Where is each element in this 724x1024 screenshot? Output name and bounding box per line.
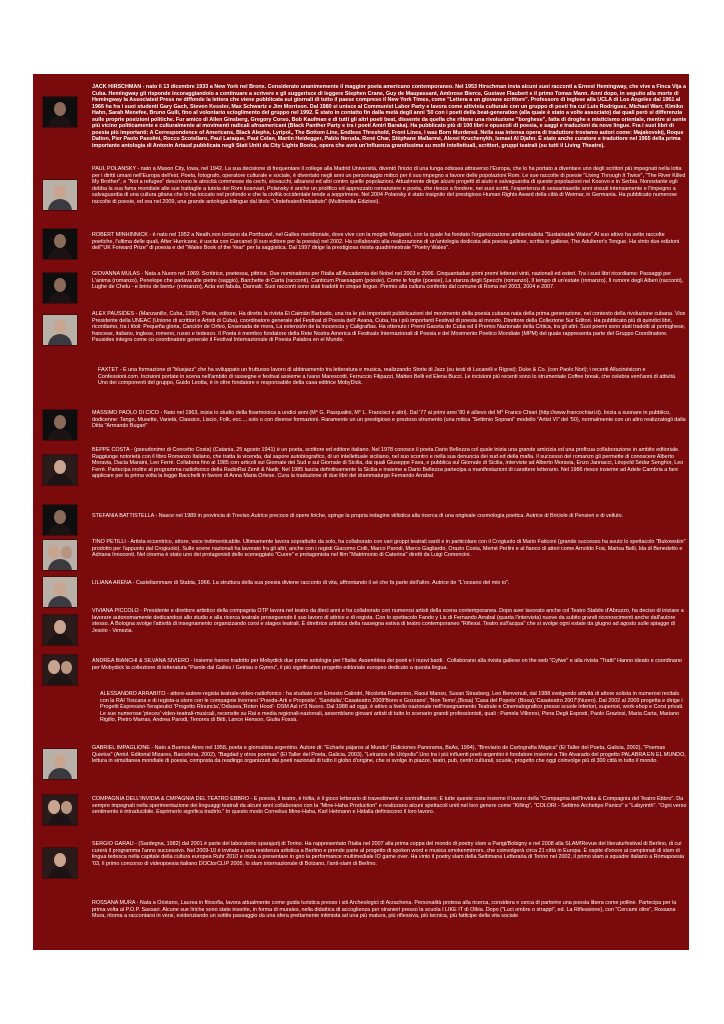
bio-text: PAUL POLANSKY - nato a Mason City, Iowa, nel 1942. La sua decisione di frequentare il college alla Madrid Università, diventò l'inizio di una lunga odissea attraverso l'Europa, che lo ha portato a diventare uno degli scrittori più impegnati nella lotta per i diritti umani nell'Europa dell'est. Poeta, fotografo, operatore culturale e sociale, è diventato negli anni un personaggio mitico per il suo impegno a favore delle popolazioni Rom. Le sue raccolte di poesie "Living Through It Twice", "The River Killed My Brother", e "Not a refugee" descrivono le atrocità commesse da cechi, slovacchi, albanesi ed altri contro quelle popolazioni. Attualmente dirige alcuni progetti di aiuto e salvaguardia di queste popolazioni nel Kosovo e in Serbia. Nonostante egli debba la sua fama mondiale alle sue battaglie a tutela dei Rom kosovari, Polansky è anche un prolifico ed apprezzato romanziere e poeta, che riesce a fondere, nei suoi scritti, l'esperienza di sessantasette anni vissuti intensamente e l'impegno a salvaguardia di una cultura gitana che lo ha toccato nel profondo e che la civiltà occidentale tende a sopprimere. Nel 2004 Polansky è stato insignito del prestigioso Human Rights Award della città di Weimar, in Germania. Ha pubblicato numerose raccolte di poesie, ed ora nel 2009, una grande antologia bilingue dal titolo "Undefeated/Imbattuto" (Multimedia Edizioni). bbox=[92, 166, 686, 205]
bio-text: ALESSANDRO ARRABITO - attore-autore-regista teatrale-video-radiofonico : ha studiato con Ernesto Calindri, Nicoletta Ramorino, Raoul Manso, Susan Strasberg, Leo Benvenuti, dal 1988 svolgendo attività di attore solista in numerosi recitals con la RAI Toscana e di regista-a utore con le compagnie livornesi 'Pravda-Arti e Proposte', 'Sandalia','Casateatro 2009'Bono e Gozzano', 'Non Temo',(Bosa) 'Casa del Popolo' (Bosa),'Casateatro 2007'(Nuoro). Dal 2002 al 2009 progetta e dirige i Progetti Espressivi-Terapeutici 'Progetto Rinuncia','Odissea,'Roten Hood'- DSM Asl n°3 Nuoro. Dal 1988 ad oggi, è attivo a livello nazionale nell'insegnamento Teatrale e Cinematografico presso scuole inferiori, superiori, work-shop e Corsi privati. Le sue numerose 'pieces' video-teatrali-musicali, recensite su Rai e media regionali-nazionali, assemblano giovani artisti di tutto lo scenario grandi professionisti, quali : Pamela Villoresi, Piera Degli Esposti, Paolo Graziosi, Maria Carta, Mariano Rigillo, Pietro Marras, Andrea Parodi, Tenores di Bitti, Lance Henson, Giulia Fossà. bbox=[100, 691, 684, 724]
bio-text: JACK HIRSCHMAN - nato il 13 dicembre 1933 a New York nel Bronx. Considerato unanimemente il maggior poeta americano contemporaneo. Nel 1953 Hirschman invia alcuni suoi racconti a Ernest Hemingway, che vive a Finca Vija a Cuba. Hemingway gli risponde incoraggiandolo a continuare a scrivere e gli suggerisce di leggere Stephen Crane, Guy de Maupassant, Ambrose Bierce, Gustave Flaubert e il primo Tomas Mann. Anni dopo, in seguito alla morte di Hemingway la Associated Press ne diffonde la lettera che viene pubblicata sui giornali di tutto il paese compreso il New York Times, come "Lettera a un giovane scrittore". Professore di inglese alla UCLA di Los Angeles dal 1961 al 1966 ha fra i suoi studenti Gary Gach, Steven Kessler, Max Schwartz e Jim Morrison. Dal 1980 si unisce al Communist Labor Party e lavora come attivista culturale con un gruppo di poeti fra cui Luis Rodriguez, Michael Warr, Kimiko Hahn, Sarah Menefee, Bruno Gulli, fino al volontario scioglimento del gruppo nel 1992. È stato in contatto fin dalla metà degli anni '50 con i poeti della beat-generation (alla quale è stato a volte associato) dai quali però si differenzia sulle proprie posizioni politiche. Fur amico di Allen Ginsberg, Gregory Corso, Bob Kaufman e di tutti gli altri poeti beat, dissente da quella che ritiene una rivoluzione "borghese", fatta di droghe e misticismo orientale, mentre si sente più vicino politicamente e culturalmente ai movimenti radicali afroamericani (Black Panther Party e tra i poeti Amiri Baraka). Ha pubblicato più di 100 libri e opuscoli di poesia, e saggi e traduzioni da nove lingue. Fra i suoi libri di poesia più importanti: A Correspondence of Americans, Black Alephs, Lyripol,, The Bottom Line, Endless Threshold, Front Lines, I was Born Murdered. Nella sua intensa opera di traduttore troviamo autori come: Majakovskij, Roque Dalton, Pier Paolo Pasolini, Rocco Scotellaro, Paul Laraque, Paul Celan, Martin Heidegger, Pablo Neruda, René Char, Stéphane Mallarmé, Alexei Kruchenykh, Ismael Al Djafer. È stato anche curatore e traduttore nel 1965 della prima importante antologia di Antonin Artaud pubblicata negli Stati Uniti da City Lights Books, opera che avrà un'influenza grandissima su molti intellettuali, scrittori, gruppi teatrali (su tutti il Living Theatre). bbox=[92, 84, 687, 149]
bio-text: LILIANA ARENA - Castellammare di Stabia, 1966. La struttura della sua poesia diviene racconto di vita, affrontando il sé che fa parte dell'altro. Autrice de "L'oceano del mio io". bbox=[92, 580, 510, 586]
bio-text: STEFANIA BATTISTELLA - Nasce nel 1989 in provincia di Treviso.Autrice precoce di opere liriche, spinge la propria indagine stilistica alla ricerca di una originale cosmologia poetica. Autrice di Briciole di Pensieri e di velluto. bbox=[92, 513, 624, 519]
bio-text: SERGIO GARAU - (Sardegna, 1982) dal 2001 è parte del laboratorio sparajurij di Torino. Ha rappresentato l'Italia nel 2007 alla prima coppa del mondo di poetry slam a Parigi/Bobigny e nel 2008 alla SLAM!Revue del literaturfestival di Berlino, di cui curerà il programma l'anno successivo. Nel 2009-10 è invitato a una residenza artistica a Berlino e prende parte al progetto di spoken word e musica smokenmirrors, che coinvolgerà circa 21 città in Europa. È ospite d'onore ai campionati di slam di lingua tedesca nella capitale della cultura europea Ruhr 2010 e inizia a presentare in giro la performance multimediale IO game over. Ha vinto il poetry slam della Settimana Letteraria di Torino nel 2002, il primo slam a squadre italiano a Romapoesia '03, il primo concorso di videopoesia italiano DOCtorCLIP 2005, lo slam internazionale di Bolzano, l'anti-slam di Berlino. bbox=[92, 841, 684, 867]
bio-text: ALEX PAUSIDES - (Manzanillo, Cuba, 1950). Poeta, editore. Ha diretto la rivista El Caimán Barbudo, una tra le più importanti pubblicazioni del movimento della poesia cubana nata della prima generazione, nel contesto della rivoluzione cubana. Vice Presidente della UNEAC (Unione di scrittori e Artisti di Cuba), coordinatore generale del Festival di Poesia dell' Avana, Cuba, tra i più importanti Festival di poesia al mondo. Direttore della Collezione Sur Editori. Ha pubblicato più di quindici libri, ricordiamo, tra i titoli: Pequeña gloria, Canción de Orfeo, Ensenada de mora, La extensión de la inocencia y Caligrafías. Ha ottenuto i Premi Gaceta de Cuba ed il Premio Nazionale della Critica, tra gli altri. Suoi poemi sono stati tradotti al portoghese, francese, italiano, inglese, romeno, russo e tedesco. Il Poeta è membro fondatore della Rete Nostra America di Festivals Internazionali di Poesia e del Movimento Poetico Mondiale (MPM) del quale rappresenta parte del Gruppo Coordinatore. Pausides integra come co-coordinatore generale il Festival Internazionale di Poesia Palabra en el Mundo. bbox=[92, 311, 686, 344]
bio-text: BEPPE COSTA - (pseudonimo di Concetto Costa) (Catania, 25 agosto 1941) è un poeta, scrittore ed editore italiano. Nel 1978 conosce il poeta Dario Bellezza col quale inizia una grande amicizia ed una proficua collaborazione in ambito editoriale. Raggiunge notorietà con il libro Romanzo Italiano, che tratta la vicenda, dal sapore autobiografico, di un intellettuale siciliano, nel suo scontro e nella sua denuncia dei sud ed della mafia. Il successo del romanzo gli permette di conoscere Alberto Moravia, Dacia Maraini, Leo Ferrè. Collabora fino al 1985 con articoli sul Giornale del Sud e sui Giornale di Sicilia, dai quali Giuseppe Fava, e pubblica sul Giornale di Sicilia, interviste ad Alberto Moravia, Enzo Jannacci, Léopold Sédar Senghor, Leo Ferrè. Partecipa inoltre al programma radiofonico della RadioRai Zenit & Nadir. Nel 1985 lascia definitivamente la Sicilia e insieme a Dario Bellezza partecipa a manifestazioni di carattere letterario. Nel 1986 riesce insieme ad Adele Cambria a fare applicare per la prima volta la legge Bacchelli in favore di Anna Maria Ortese. Cura la traduzione di due libri del drammaturgo Fernando Arrabal. bbox=[92, 447, 684, 480]
bio-text: ROSSANA MURA - Nata a Oristano, Laurea in filosofia, lavora attualmente come guida turistica presso i siti Archeologici di Arzachena. Personalità protesa alla ricerca, considera e cerca di partorire una poesia libera come polline. Partecipa per la prima volta al P.O.P. Sassari. Alcune sue liriche sono state inserite, in forma di murales, nella didattica di accoglienza per stranieri presso la scuola I LIKE IT di Olbia. Dopo ("Luci ombre o strappi", ed. La Riflessione), con "Cercami oltre", Rossana Mura, ritorna a raccontarsi in versi, evidenziando un sottile passaggio da una sfera prettamente intimista ad una più matura, più riflessiva, più tecnica, più fatticipe della vita sociale bbox=[92, 900, 677, 920]
portrait-photo bbox=[42, 179, 78, 211]
portrait-photo bbox=[42, 504, 78, 536]
bio-text: FAXTET - È una formazione di "bluejazz" che ha sviluppato un fruttuoso lavoro di abbinamento tra letteratura e musica, realizzando Storie di Jazz (su testi di Lucarelli e Rigosi); Duke & Co. (con Paolo Nori); i recenti Allucinésicon e Confessioni.com. Incisioni portate in scena nell'ambito di rassegne e festival assieme a Ivano Marescotti, Ferruccio Filipazzi, Matteo Belli ed Elena Bucci. Le incisioni più recenti sono lo strumentale Coffee break, che celebra vent'anni di attività. Uno dei componenti del gruppo, Guido Leotta, è in oltre fondatore e responsabile della casa editrice MobyDick. bbox=[98, 367, 677, 387]
portrait-photo bbox=[42, 314, 78, 346]
portrait-photo bbox=[42, 748, 78, 780]
portrait-photo bbox=[42, 539, 78, 571]
portrait-photo bbox=[42, 794, 78, 826]
portrait-photo bbox=[42, 454, 78, 486]
bio-text: COMPAGNIA DELL'INVIDIA & CMPAGNIA DEL TEATRO EBBRO - È poesia, il teatro, è follia, è il gioco letterario di travestimenti e contraffazioni. È tutte queste cose insieme il lavoro della "Compagnia dell'Invidia & Compagnia del Teatro Ebbro". Da sempre impegnati nella sperimentazione dei linguaggi teatrali da alcuni anni collaborano con la "Mine-Haha Production" e realizzano alcuni spettacoli uniti nel loro genere come "Killing", "COLORI - Settimo Archetipo Panico" e "Labyrinth". "Ogni verso sentimento è intraducibile. Esprimerlo significa tradirlo." In questo modo Cornelius Mine-Haha, Karl Hetmann e Hidalla definiscono il loro lavoro. bbox=[92, 796, 687, 816]
portrait-photo bbox=[42, 96, 78, 128]
portrait-photo bbox=[42, 272, 78, 304]
portrait-photo bbox=[42, 576, 78, 608]
portrait-photo bbox=[42, 847, 78, 879]
bio-text: MASSIMO PAOLO DI CICO - Nato nel 1963, inizia lo studio della fisarmonica a undici anni (M° G. Pasqualini, M° L. Francisci e altri). Dal '77 ai primi anni '80 è allievo del M° Franco Chiari (http://www.francochiari.it). Inizia a suonare in pubblico, dodicenne: Tango, Musette, Varietà, Classico, Liscio, Folk, ecc..., solo o con diverse formazioni. Raramente un un prestigioso e prezioso strumento (una mitica "Settimio Soprani" modello "Artist VI" del '50), normalmente con un altro realizzatogli dalla Ditta "Armando Bugari" bbox=[92, 410, 686, 430]
portrait-photo bbox=[42, 409, 78, 441]
biographies-panel bbox=[33, 74, 689, 950]
bio-text: GIOVANNA MULAS - Nata a Nuoro nel 1969. Scrittrice, poetessa, pittrice. Due nominations per l'Italia all'Accademia dei Nobel nel 2003 e 2006. Cinquantadue primi premi letterari vinti, nazionali ed esteri. Tra i suoi libri ricordiamo: Passaggi per L'anima (romanzo), Penelope che parlava alle pietre (saggio), Barchette di Carta (racconti), Canticum Praesagum (poesie), Come le foglie (poesie), La stanza degli Specchi (romanzo), Il tempo di un'estate (romanzo), Il rumore degli Alberi (racconti), Lughe de Chelu - e brinu de bentu- (romanzo), Acta est fabula, Dannati. Suoi racconti sono stati tradotti in cinque lingue. Premio alla cultura conferito dal comune di Roma nel 2003, 2004 e 2007. bbox=[92, 271, 684, 291]
bio-text: GABRIEL IMPAGLIONE - Nato a Buenos Aires nel 1958, poeta e giornalista argentino. Autore di: "Echarle pájaros al Mundo" (Ediciones Panorama, BsAs, 1994), "Breviario de Cartografía Mágica" (El Taller del Poeta, Galicia, 2002), "Poemas Quietos" (Antol. Editorial Mizares, Barcelona, 2002), "Bagdad y otros poemas" (El Taller del Poeta, Galicia, 2003), "Letrarios de Utópolis".Uno tra i più influenti poeti argentini è fondatore insieme a Tito Alvarado del progetto PALABRA EN EL MUNDO, lettura in simultanea mondiale di poesia, composta da readings organizzati dai poeti nazionali di tutto il globo d'origine, che si svolge in piazze, teatri, pub, centri culturali, scuole, progetto che oggi coinvolge più di 300 città in tutto il mondo. bbox=[92, 745, 686, 765]
bio-text: TINO PETILLI - Artista eccentrico, attore, voce indimenticabile. Ultimamente lavora soprattutto da solo, ha collaborato con vari gruppi teatrali sardi e in particolare con il Crogiuolo di Mario Faticoni (grande successo ha avuto lo spettacolo "Bukowskin" prodotto per l'appunto dal Crogiuolo). Sulle scene nazionali ha lavorato fra gli altri, anche con i registi Giacomo Colli, Marco Parodi, Marco Gagliardo, Orazio Costa, Memè Perlini e al fianco di attori come Arnoldo Foà, Marisa Belli, Ida di Benedetto e Adriana Innocenti. Nel cinema è stato uno dei protagonisti dello sceneggiato "Cuore" e protagonista nel film "Matrimonio di Caterina" diretti da Luigi Comencini. bbox=[92, 539, 686, 559]
portrait-photo bbox=[42, 228, 78, 260]
bio-text: ANDREA BIANCHI & SILVANA SIVIERO - Insieme hanno tradotto per Mobydick due prime antologie per l'Italia: Assemblea dei poeti e I nuovi bardi . Collaborano alla rivista gallese on the web "Cyfwe" e alla rivista "Tratti" Hanno ideato e coordinano per Mobydick la collezione di letteratura "Parole dal Galles / Geiriau o Gymru", il più significativo progetto editoriale europeo dedicato a questa lingua. bbox=[92, 658, 682, 671]
portrait-photo bbox=[42, 614, 78, 646]
bio-text: ROBERT MINHINNICK - è nato nel 1952 a Neath,non lontano da Porthcawl, nel Galles meridionale, dove vive con la moglie Margaret, con la quale ha fondato l'organizzazione ambientalista "Sustainable Wales" Al suo attivo ha sette raccolte poetiche, l'ultima delle quali, After Hurricane, è uscita con Carcanet (il suo editore per la poesia) nel 2002. Ha collaborato alla realizzazione di un'antologia dedicata alla poesia gallese, scritta in gallese, The Adulterer's Tongue. Ha vinto due edizioni dell'"UK Forward Prize" di poesia e del "Wales Book of the Year" per la saggistica. Dal 1997 dirige la prestigiosa rivista quadrimestrale "Poetry Wales". bbox=[92, 232, 680, 252]
bio-text: VIVIANA PICCOLO - Presidente e direttore artistico della compagnia OTP lavora nel teatro da dieci anni e ha collaborato con numerosi artisti della scena contemporanea. Dopo aver lavorato anche col Teatro Stabile d'Abruzzo, ha deciso di iniziare a lavorare autonomamente dedicandosi allo studio e alla ricerca teatrale proseguendo il suo lavoro di attrice e di regista. Con lo spettacolo Fando y Lis di Fernando Arrabal (quarta l'intervista) nuove da subito grandi riconoscimenti anche dall'autore stesso. A Bologna svolge l'attività di insegnamento organizzando corsi e stages teatrali. È direttrice artistica della rassegna estiva di teatro contemporaneo "Riflessi. Teatro sull'acqua" che si svolge ogni estate da giugno ad agosto sulle spiagge di Jesolo - Venezia. bbox=[92, 608, 684, 634]
portrait-photo bbox=[42, 654, 78, 686]
